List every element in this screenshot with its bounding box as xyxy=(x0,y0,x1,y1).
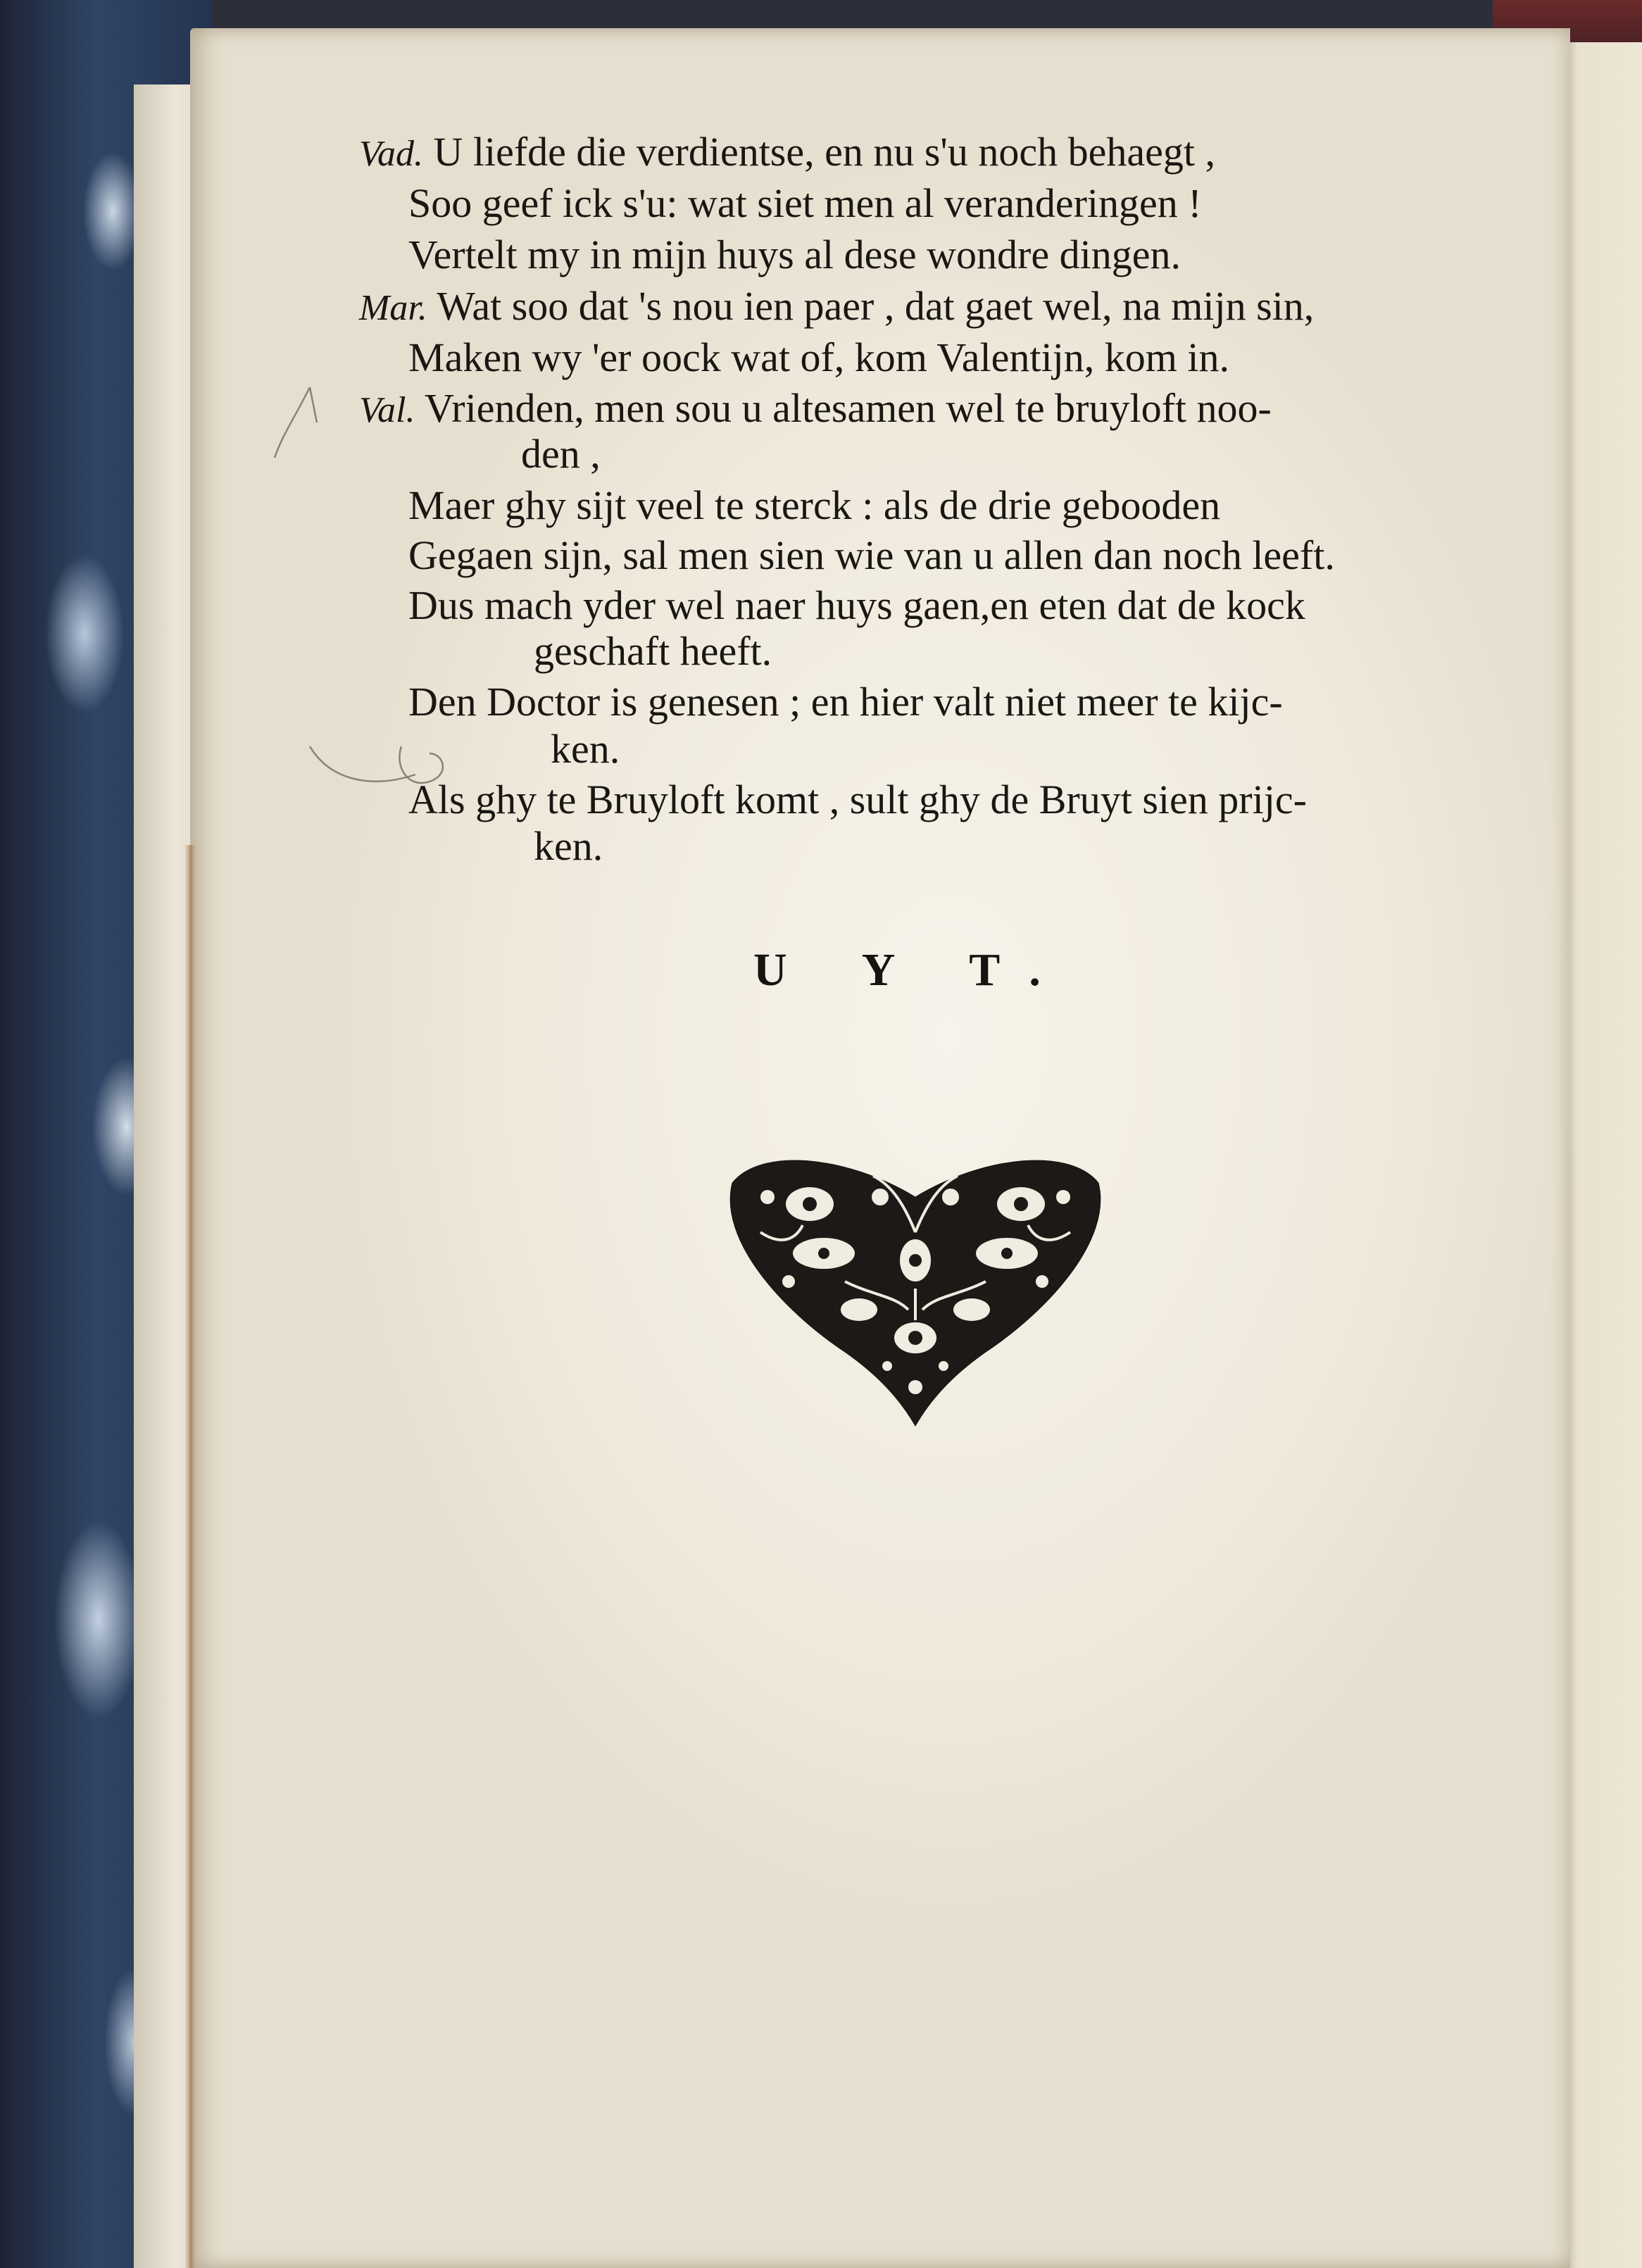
speaker-label: Mar. xyxy=(359,288,427,328)
floral-vignette-icon xyxy=(718,1155,1113,1436)
line-text: Gegaen sijn, sal men sien wie van u allen dan noch leeft. xyxy=(408,532,1335,578)
line-text: Den Doctor is genesen ; en hier valt niet meer te kijc- xyxy=(408,679,1283,725)
line-text: Maer ghy sijt veel te sterck : als de drie gebooden xyxy=(408,482,1221,528)
verse-line xyxy=(408,678,1283,725)
line-text: den , xyxy=(521,431,601,477)
verse-line xyxy=(551,725,620,772)
line-text: Vrienden, men sou u altesamen wel te bruyloft noo- xyxy=(424,385,1272,431)
verse-line xyxy=(408,180,1202,227)
verse-line xyxy=(534,822,603,870)
verse-line xyxy=(408,582,1305,629)
line-text: Soo geef ick s'u: wat siet men al veranderingen ! xyxy=(408,180,1202,226)
verse-line xyxy=(408,532,1335,579)
verse-line xyxy=(408,231,1181,278)
verse-line xyxy=(408,482,1220,529)
verse-line xyxy=(408,776,1307,823)
line-text: Dus mach yder wel naer huys gaen,en eten dat de kock xyxy=(408,582,1305,628)
line-text: Vertelt my in mijn huys al dese wondre dingen. xyxy=(408,232,1181,277)
line-text: ken. xyxy=(534,823,603,869)
verse-line xyxy=(534,627,772,675)
line-text: geschaft heeft. xyxy=(534,628,772,674)
verse-line xyxy=(359,128,1215,175)
verse-line xyxy=(521,430,601,477)
speaker-label: Vad. xyxy=(359,134,423,174)
verse-line xyxy=(359,384,1272,432)
end-mark: U Y T. xyxy=(753,944,1073,996)
pencil-marks xyxy=(268,352,493,951)
page-stain xyxy=(184,845,196,2268)
line-text: Wat soo dat 's nou ien paer , dat gaet wel, na mijn sin, xyxy=(437,283,1315,329)
line-text: Maken wy 'er oock wat of, kom Valentijn, kom in. xyxy=(408,334,1229,380)
verse-line xyxy=(408,334,1229,381)
line-text: U liefde die verdientse, en nu s'u noch behaegt , xyxy=(433,129,1215,175)
speaker-label: Val. xyxy=(359,390,415,430)
line-text: Als ghy te Bruyloft komt , sult ghy de Bruyt sien prijc- xyxy=(408,777,1307,822)
verse-line xyxy=(359,282,1314,330)
line-text: ken. xyxy=(551,726,620,772)
